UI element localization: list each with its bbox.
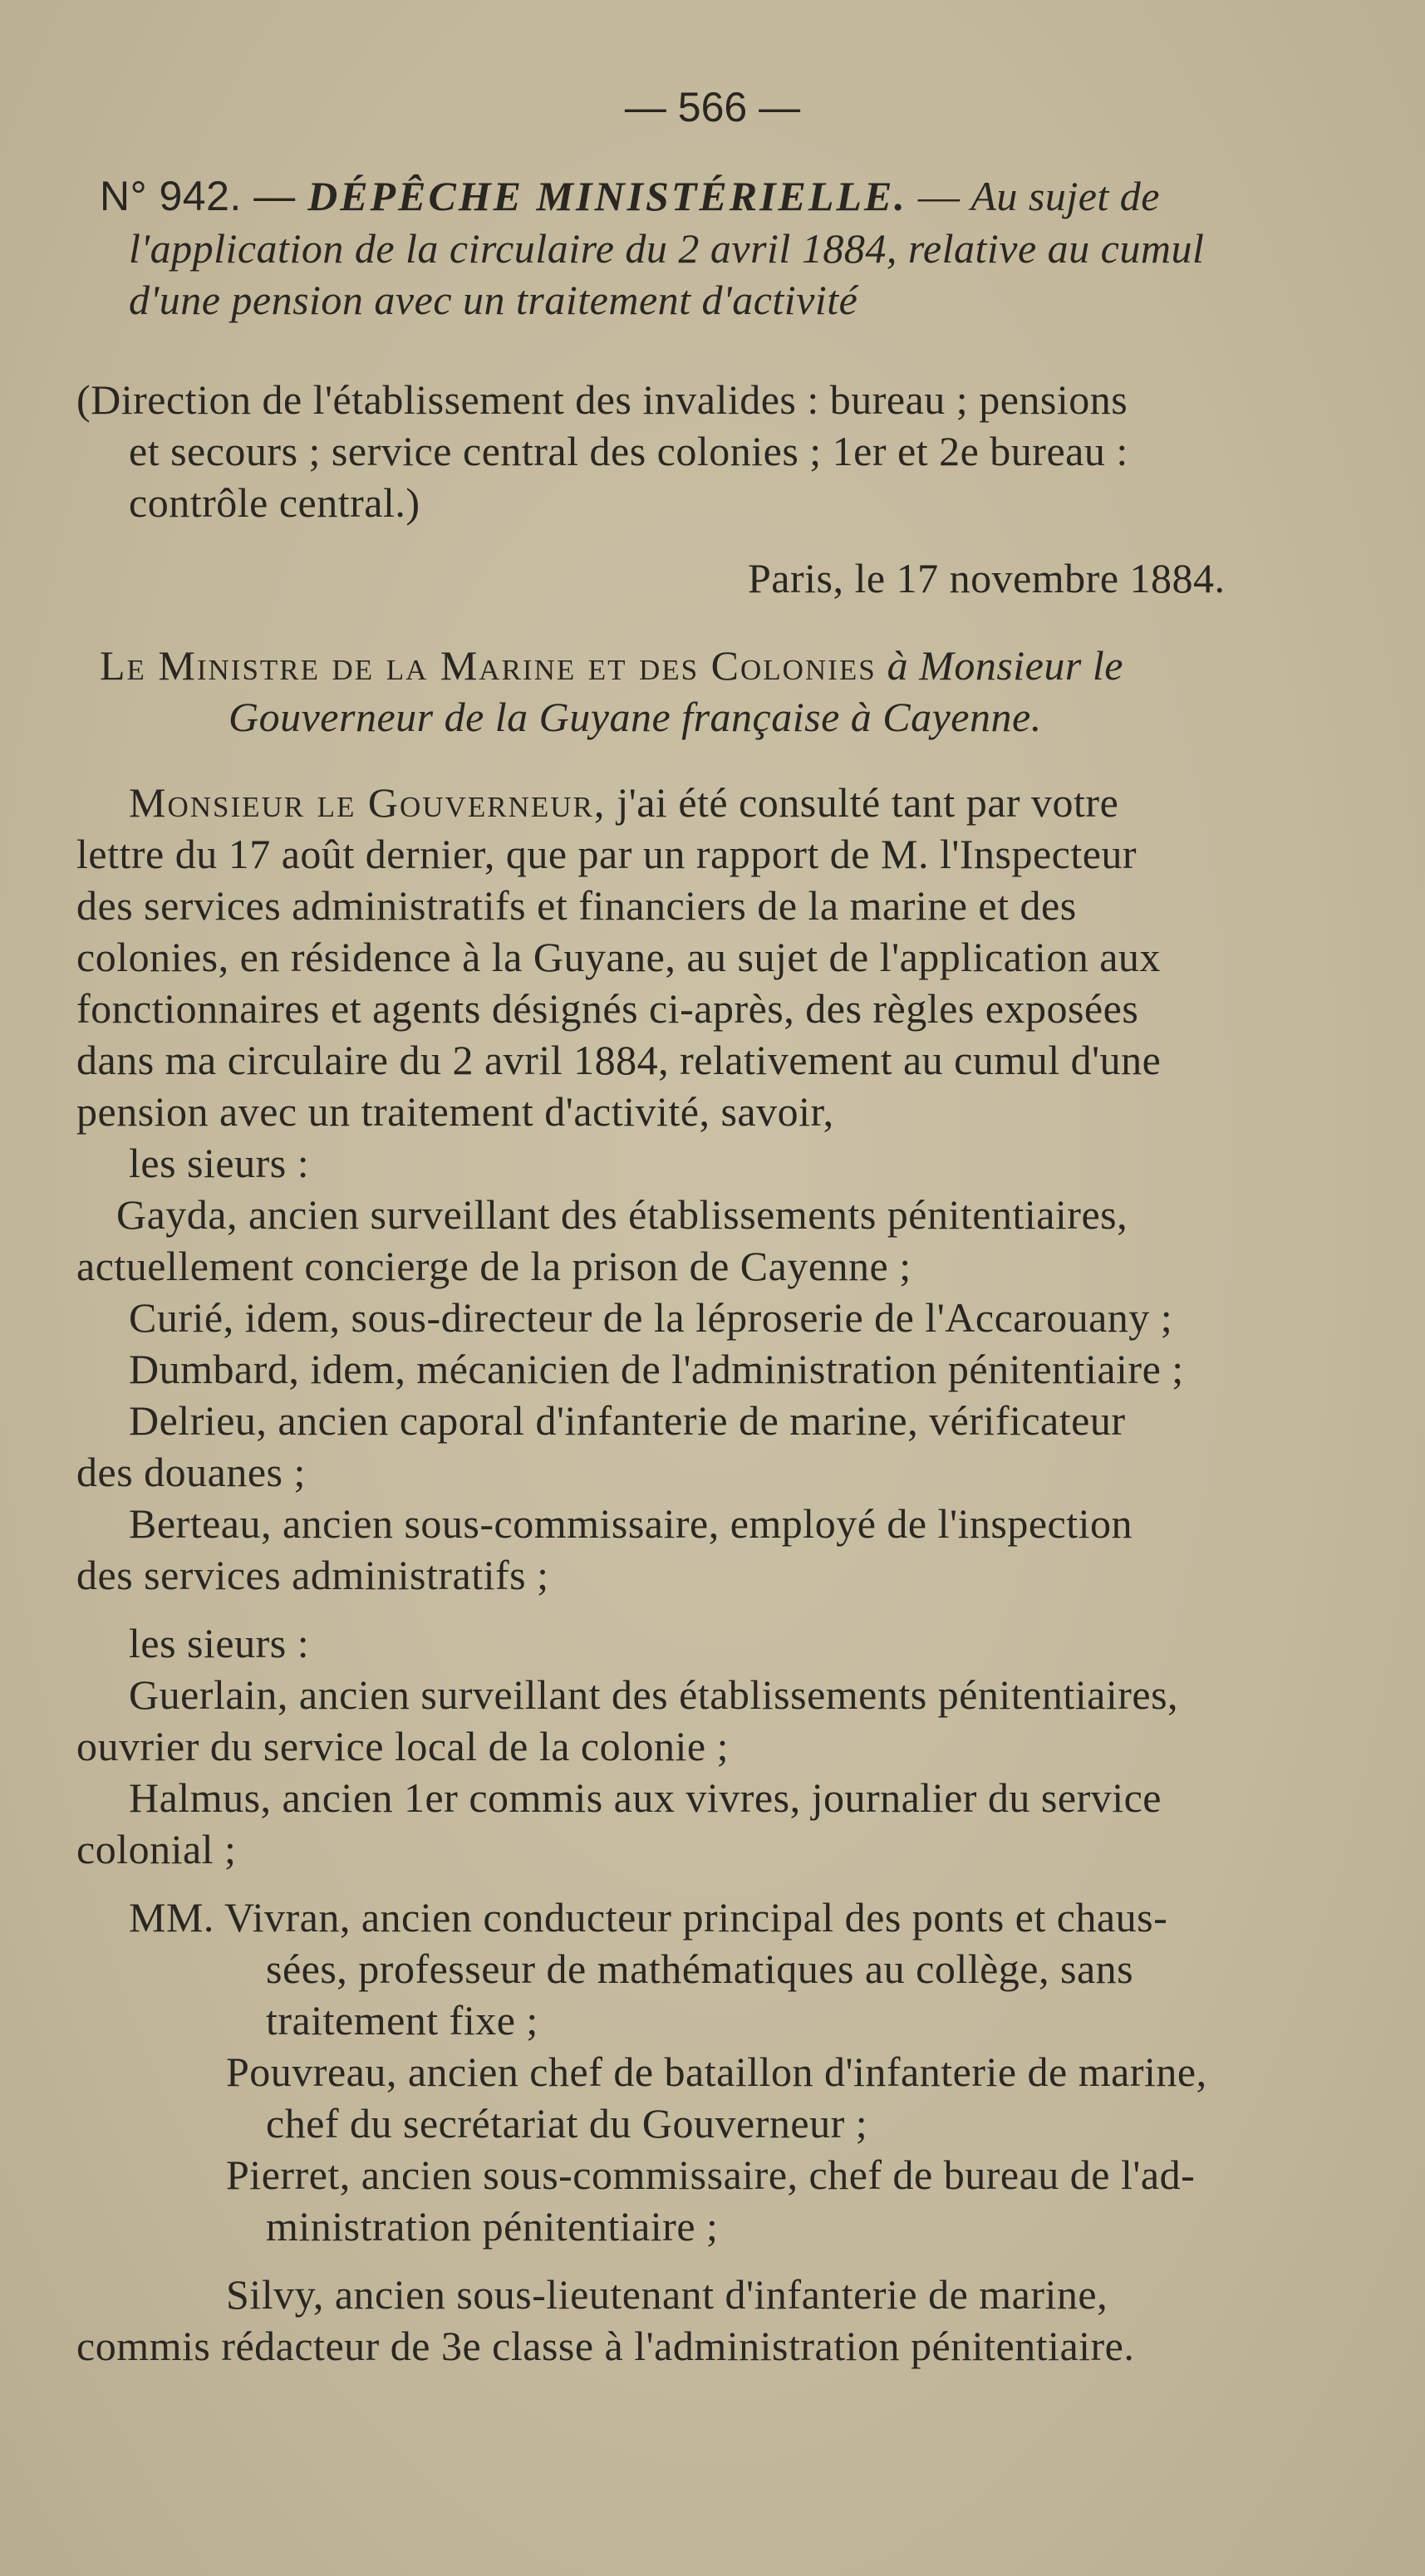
list-item-halmus-1: Halmus, ancien 1er commis aux vivres, journalier du service [129, 1774, 1162, 1821]
recipient: Monsieur le [919, 642, 1123, 689]
paragraph-text: j'ai été consulté tant par votre [606, 779, 1119, 826]
list-item-berteau-2: des services administratifs ; [76, 1552, 549, 1598]
salutation: Monsieur le Gouverneur, [129, 779, 607, 826]
direction-line-3: contrôle central.) [129, 479, 420, 526]
list-item-dumbard: Dumbard, idem, mécanicien de l'administration pénitentiaire ; [129, 1346, 1184, 1392]
document-title: DÉPÊCHE MINISTÉRIELLE. [307, 173, 907, 219]
sender: Le Ministre de la Marine et des Colonies [100, 642, 877, 689]
direction-line-2: et secours ; service central des colonies ; 1er et 2e bureau : [129, 428, 1128, 474]
list-item-delrieu-2: des douanes ; [76, 1449, 306, 1495]
list-item-berteau-1: Berteau, ancien sous-commissaire, employé de l'inspection [129, 1500, 1133, 1547]
list-item-vivran-3: traitement fixe ; [266, 1997, 538, 2044]
address-to: à [876, 642, 920, 689]
list-intro-1: les sieurs : [129, 1140, 310, 1186]
list-item-pierret-2: ministration pénitentiaire ; [266, 2203, 719, 2250]
list-item-silvy-1: Silvy, ancien sous-lieutenant d'infanterie de marine, [226, 2271, 1108, 2318]
body-line-3: des services administratifs et financiers de la marine et des [76, 882, 1077, 929]
list-item-pierret-1: Pierret, ancien sous-commissaire, chef de bureau de l'ad- [226, 2152, 1196, 2198]
document-subject-line-2: l'application de la circulaire du 2 avril 1884, relative au cumul [129, 225, 1205, 272]
list-item-halmus-2: colonial ; [76, 1826, 237, 1872]
body-line-2: lettre du 17 août dernier, que par un rapport de M. l'Inspecteur [76, 831, 1138, 877]
list-item-guerlain-1: Guerlain, ancien surveillant des établissements pénitentiaires, [129, 1671, 1179, 1718]
list-item-delrieu-1: Delrieu, ancien caporal d'infanterie de marine, vérificateur [129, 1397, 1126, 1444]
body-line-1 [129, 777, 1118, 828]
list-item-vivran-1: MM. Vivran, ancien conducteur principal des ponts et chaus- [129, 1894, 1168, 1941]
body-line-6: dans ma circulaire du 2 avril 1884, relativement au cumul d'une [76, 1037, 1162, 1083]
address-line-2: Gouverneur de la Guyane française à Cayenne. [228, 694, 1042, 740]
heading-dash: — [907, 173, 971, 219]
page-number: — 566 — [624, 84, 801, 130]
list-item-silvy-2: commis rédacteur de 3e classe à l'administration pénitentiaire. [76, 2323, 1135, 2369]
document-number: N° 942. — [100, 173, 308, 219]
list-item-vivran-2: sées, professeur de mathématiques au collège, sans [266, 1945, 1134, 1992]
list-intro-2: les sieurs : [129, 1620, 310, 1666]
list-item-pouvreau-1: Pouvreau, ancien chef de bataillon d'infanterie de marine, [226, 2049, 1207, 2095]
direction-line-1: (Direction de l'établissement des invalides : bureau ; pensions [76, 376, 1128, 423]
body-line-7: pension avec un traitement d'activité, savoir, [76, 1088, 834, 1135]
body-line-4: colonies, en résidence à la Guyane, au sujet de l'application aux [76, 934, 1161, 980]
document-subject: Au sujet de [970, 173, 1160, 219]
list-item-pouvreau-2: chef du secrétariat du Gouverneur ; [266, 2100, 868, 2147]
list-item-gayda-2: actuellement concierge de la prison de Cayenne ; [76, 1243, 912, 1289]
body-line-5: fonctionnaires et agents désignés ci-après, des règles exposées [76, 985, 1139, 1032]
list-item-curie: Curié, idem, sous-directeur de la léproserie de l'Accarouany ; [129, 1294, 1173, 1341]
list-item-guerlain-2: ouvrier du service local de la colonie ; [76, 1723, 729, 1769]
address-line-1 [100, 640, 1123, 691]
list-item-gayda-1: Gayda, ancien surveillant des établissements pénitentiaires, [116, 1191, 1128, 1238]
document-subject-line-3: d'une pension avec un traitement d'activité [129, 277, 858, 323]
document-heading [100, 170, 1346, 222]
dateline: Paris, le 17 novembre 1884. [748, 555, 1226, 601]
